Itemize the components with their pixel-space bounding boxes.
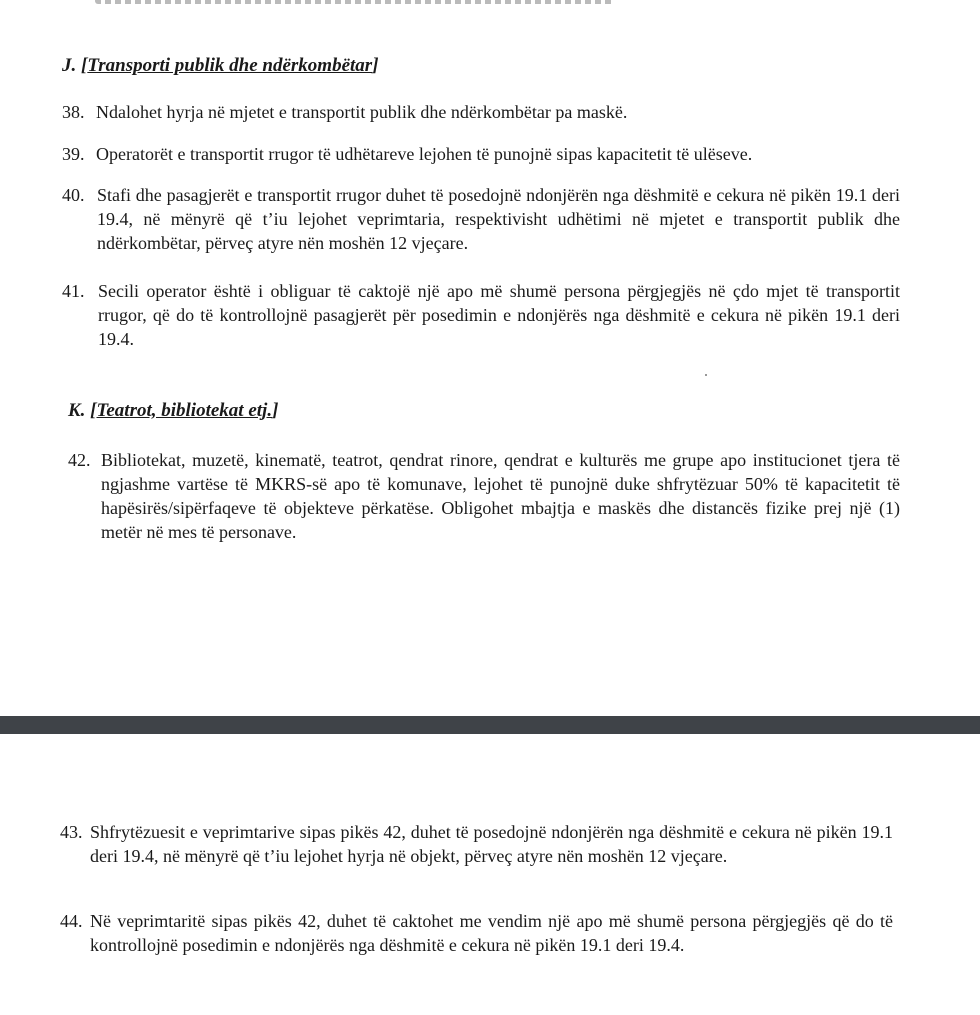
item-text: Stafi dhe pasagjerët e transportit rrugor duhet të posedojnë ndonjërën nga dëshmitë e cekura në pikën 19.1 deri 19.4, në mënyrë që t’iu lejohet veprimtaria, respektivisht udhëtimi në mjetet e transportit publik dhe ndërkombëtar, përveç atyre nën moshën 12 vjeçare. — [97, 185, 900, 253]
item-number: 43. — [60, 822, 83, 842]
section-heading-j-prefix: J. [ — [62, 55, 88, 76]
item-text: Operatorët e transportit rrugor të udhëtareve lejohen të punojnë sipas kapacitetit të ulëseve. — [96, 144, 753, 164]
list-item-43 — [60, 820, 893, 868]
item-text: Në veprimtaritë sipas pikës 42, duhet të caktohet me vendim një apo më shumë persona përgjegjës që do të kontrollojnë posedimin e ndonjërës nga dëshmitë e cekura në pikën 19.1 deri 19.4. — [90, 911, 893, 955]
item-number: 40. — [62, 185, 85, 205]
page-separator — [0, 716, 980, 734]
section-heading-k-title: Teatrot, bibliotekat etj. — [96, 400, 273, 421]
document-page-bottom — [0, 734, 980, 1015]
item-number: 42. — [68, 450, 91, 470]
item-text: Shfrytëzuesit e veprimtarive sipas pikës 42, duhet të posedojnë ndonjërën nga dëshmitë e cekura në pikën 19.1 deri 19.4, në mënyrë që t’iu lejohet hyrja në objekt, përveç atyre nën moshën 12 vjeçare. — [90, 822, 893, 866]
list-item-42 — [68, 448, 900, 544]
list-item-40 — [62, 183, 900, 255]
section-heading-k — [68, 400, 278, 422]
list-item-38 — [62, 100, 902, 124]
item-text: Ndalohet hyrja në mjetet e transportit publik dhe ndërkombëtar pa maskë. — [96, 102, 628, 122]
section-heading-k-prefix: K. [ — [68, 400, 97, 421]
cut-off-text-line — [95, 0, 615, 4]
item-text: Bibliotekat, muzetë, kinematë, teatrot, qendrat rinore, qendrat e kulturës me grupe apo institucionet tjera të ngjashme vartëse të MKRS-së apo të komunave, lejohet të punojnë duke shfrytëzuar 50% të kapacitetit të hapësirës/sipërfaqeve të objekteve përkatëse. Obligohet mbajtja e maskës dhe distancës fizike prej një (1) metër në mes të personave. — [101, 450, 900, 542]
section-heading-j-suffix: ] — [372, 55, 379, 76]
list-item-39 — [62, 142, 902, 166]
scan-speck — [705, 374, 707, 376]
list-item-41 — [62, 279, 900, 351]
item-number: 44. — [60, 911, 83, 931]
list-item-44 — [60, 909, 893, 957]
item-text: Secili operator është i obliguar të caktojë një apo më shumë persona përgjegjës në çdo mjet të transportit rrugor, që do të kontrollojnë pasagjerët për posedimin e ndonjërës nga dëshmitë e cekura në pikën 19.1 deri 19.4. — [98, 281, 900, 349]
item-number: 41. — [62, 281, 85, 301]
section-heading-j-title: Transporti publik dhe ndërkombëtar — [87, 55, 373, 76]
section-heading-j — [62, 55, 379, 77]
item-number: 39. — [62, 144, 85, 164]
item-number: 38. — [62, 102, 85, 122]
section-heading-k-suffix: ] — [272, 400, 279, 421]
